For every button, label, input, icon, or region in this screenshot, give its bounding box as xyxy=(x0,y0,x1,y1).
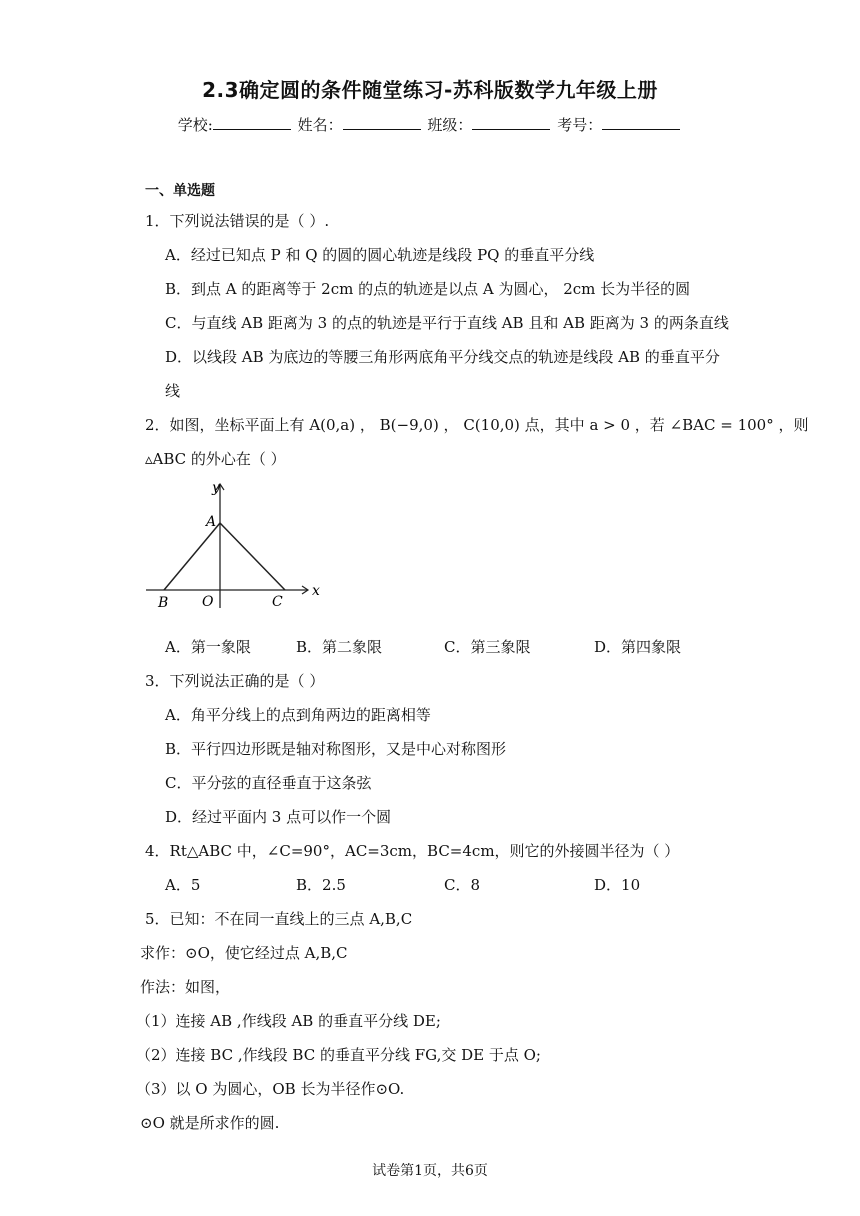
q5-step-3: （3）以 O 为圆心，OB 长为半径作⊙O. xyxy=(136,1080,405,1098)
q3-option-a: A．角平分线上的点到角两边的距离相等 xyxy=(165,706,431,724)
exam-no-blank xyxy=(602,115,680,130)
point-b-label: B xyxy=(158,595,169,611)
q2-coordinate-figure xyxy=(140,476,330,612)
q5-given: 5．已知：不在同一直线上的三点 A,B,C xyxy=(145,910,413,928)
q2-option-c: C．第三象限 xyxy=(444,638,531,656)
exam-no-label: 考号： xyxy=(557,116,603,134)
y-label: y xyxy=(212,480,220,496)
q3-option-d: D．经过平面内 3 点可以作一个圆 xyxy=(165,808,392,826)
q5-step-1: （1）连接 AB ,作线段 AB 的垂直平分线 DE; xyxy=(136,1012,441,1030)
segment-ab xyxy=(164,523,220,590)
q3-option-b: B．平行四边形既是轴对称图形，又是中心对称图形 xyxy=(165,740,507,758)
q4-stem: 4．Rt△ABC 中，∠C=90°，AC=3cm，BC=4cm，则它的外接圆半径为（ ） xyxy=(145,842,680,860)
page-title: 2.3确定圆的条件随堂练习-苏科版数学九年级上册 xyxy=(202,78,658,102)
class-label: 班级： xyxy=(427,116,473,134)
q1-option-d-cont: 线 xyxy=(165,382,181,400)
origin-label: O xyxy=(202,594,214,610)
q2-option-a: A．第一象限 xyxy=(165,638,251,656)
name-label: 姓名： xyxy=(297,116,343,134)
q2-option-d: D．第四象限 xyxy=(594,638,682,656)
q2-stem-cont: ▵ABC 的外心在（ ） xyxy=(145,450,286,468)
q1-option-c: C．与直线 AB 距离为 3 的点的轨迹是平行于直线 AB 且和 AB 距离为 3 的两条直线 xyxy=(165,314,729,332)
student-info xyxy=(0,114,860,135)
q4-option-c: C．8 xyxy=(444,876,481,894)
school-label: 学校: xyxy=(177,116,213,134)
x-label: x xyxy=(312,583,320,599)
q2-option-b: B．第二象限 xyxy=(296,638,383,656)
q4-option-a: A．5 xyxy=(165,876,201,894)
q5-step-2: （2）连接 BC ,作线段 BC 的垂直平分线 FG,交 DE 于点 O; xyxy=(136,1046,541,1064)
q1-stem: 1．下列说法错误的是（ ）. xyxy=(145,212,330,230)
q1-option-d: D．以线段 AB 为底边的等腰三角形两底角平分线交点的轨迹是线段 AB 的垂直平分 xyxy=(165,348,720,366)
name-blank xyxy=(343,115,421,130)
q3-option-c: C．平分弦的直径垂直于这条弦 xyxy=(165,774,372,792)
q5-conclusion: ⊙O 就是所求作的圆. xyxy=(140,1114,280,1132)
page-footer: 试卷第1页，共6页 xyxy=(372,1163,488,1179)
segment-ac xyxy=(220,523,285,590)
q4-option-b: B．2.5 xyxy=(296,876,346,894)
q5-construct: 求作：⊙O，使它经过点 A,B,C xyxy=(140,944,348,962)
q4-option-d: D．10 xyxy=(594,876,641,894)
point-c-label: C xyxy=(272,594,283,610)
class-blank xyxy=(472,115,550,130)
q1-option-b: B．到点 A 的距离等于 2cm 的点的轨迹是以点 A 为圆心， 2cm 长为半径的圆 xyxy=(165,280,691,298)
q1-option-a: A．经过已知点 P 和 Q 的圆的圆心轨迹是线段 PQ 的垂直平分线 xyxy=(165,246,595,264)
section-heading: 一、单选题 xyxy=(145,183,215,199)
school-blank xyxy=(213,115,291,130)
q5-method: 作法：如图， xyxy=(140,978,231,996)
q2-stem: 2．如图，坐标平面上有 A(0,a) ， B(−9,0) ， C(10,0) 点，其中 a > 0 ，若 ∠BAC = 100° ，则 xyxy=(145,416,809,434)
q3-stem: 3．下列说法正确的是（ ） xyxy=(145,672,325,690)
point-a-label: A xyxy=(206,514,217,530)
